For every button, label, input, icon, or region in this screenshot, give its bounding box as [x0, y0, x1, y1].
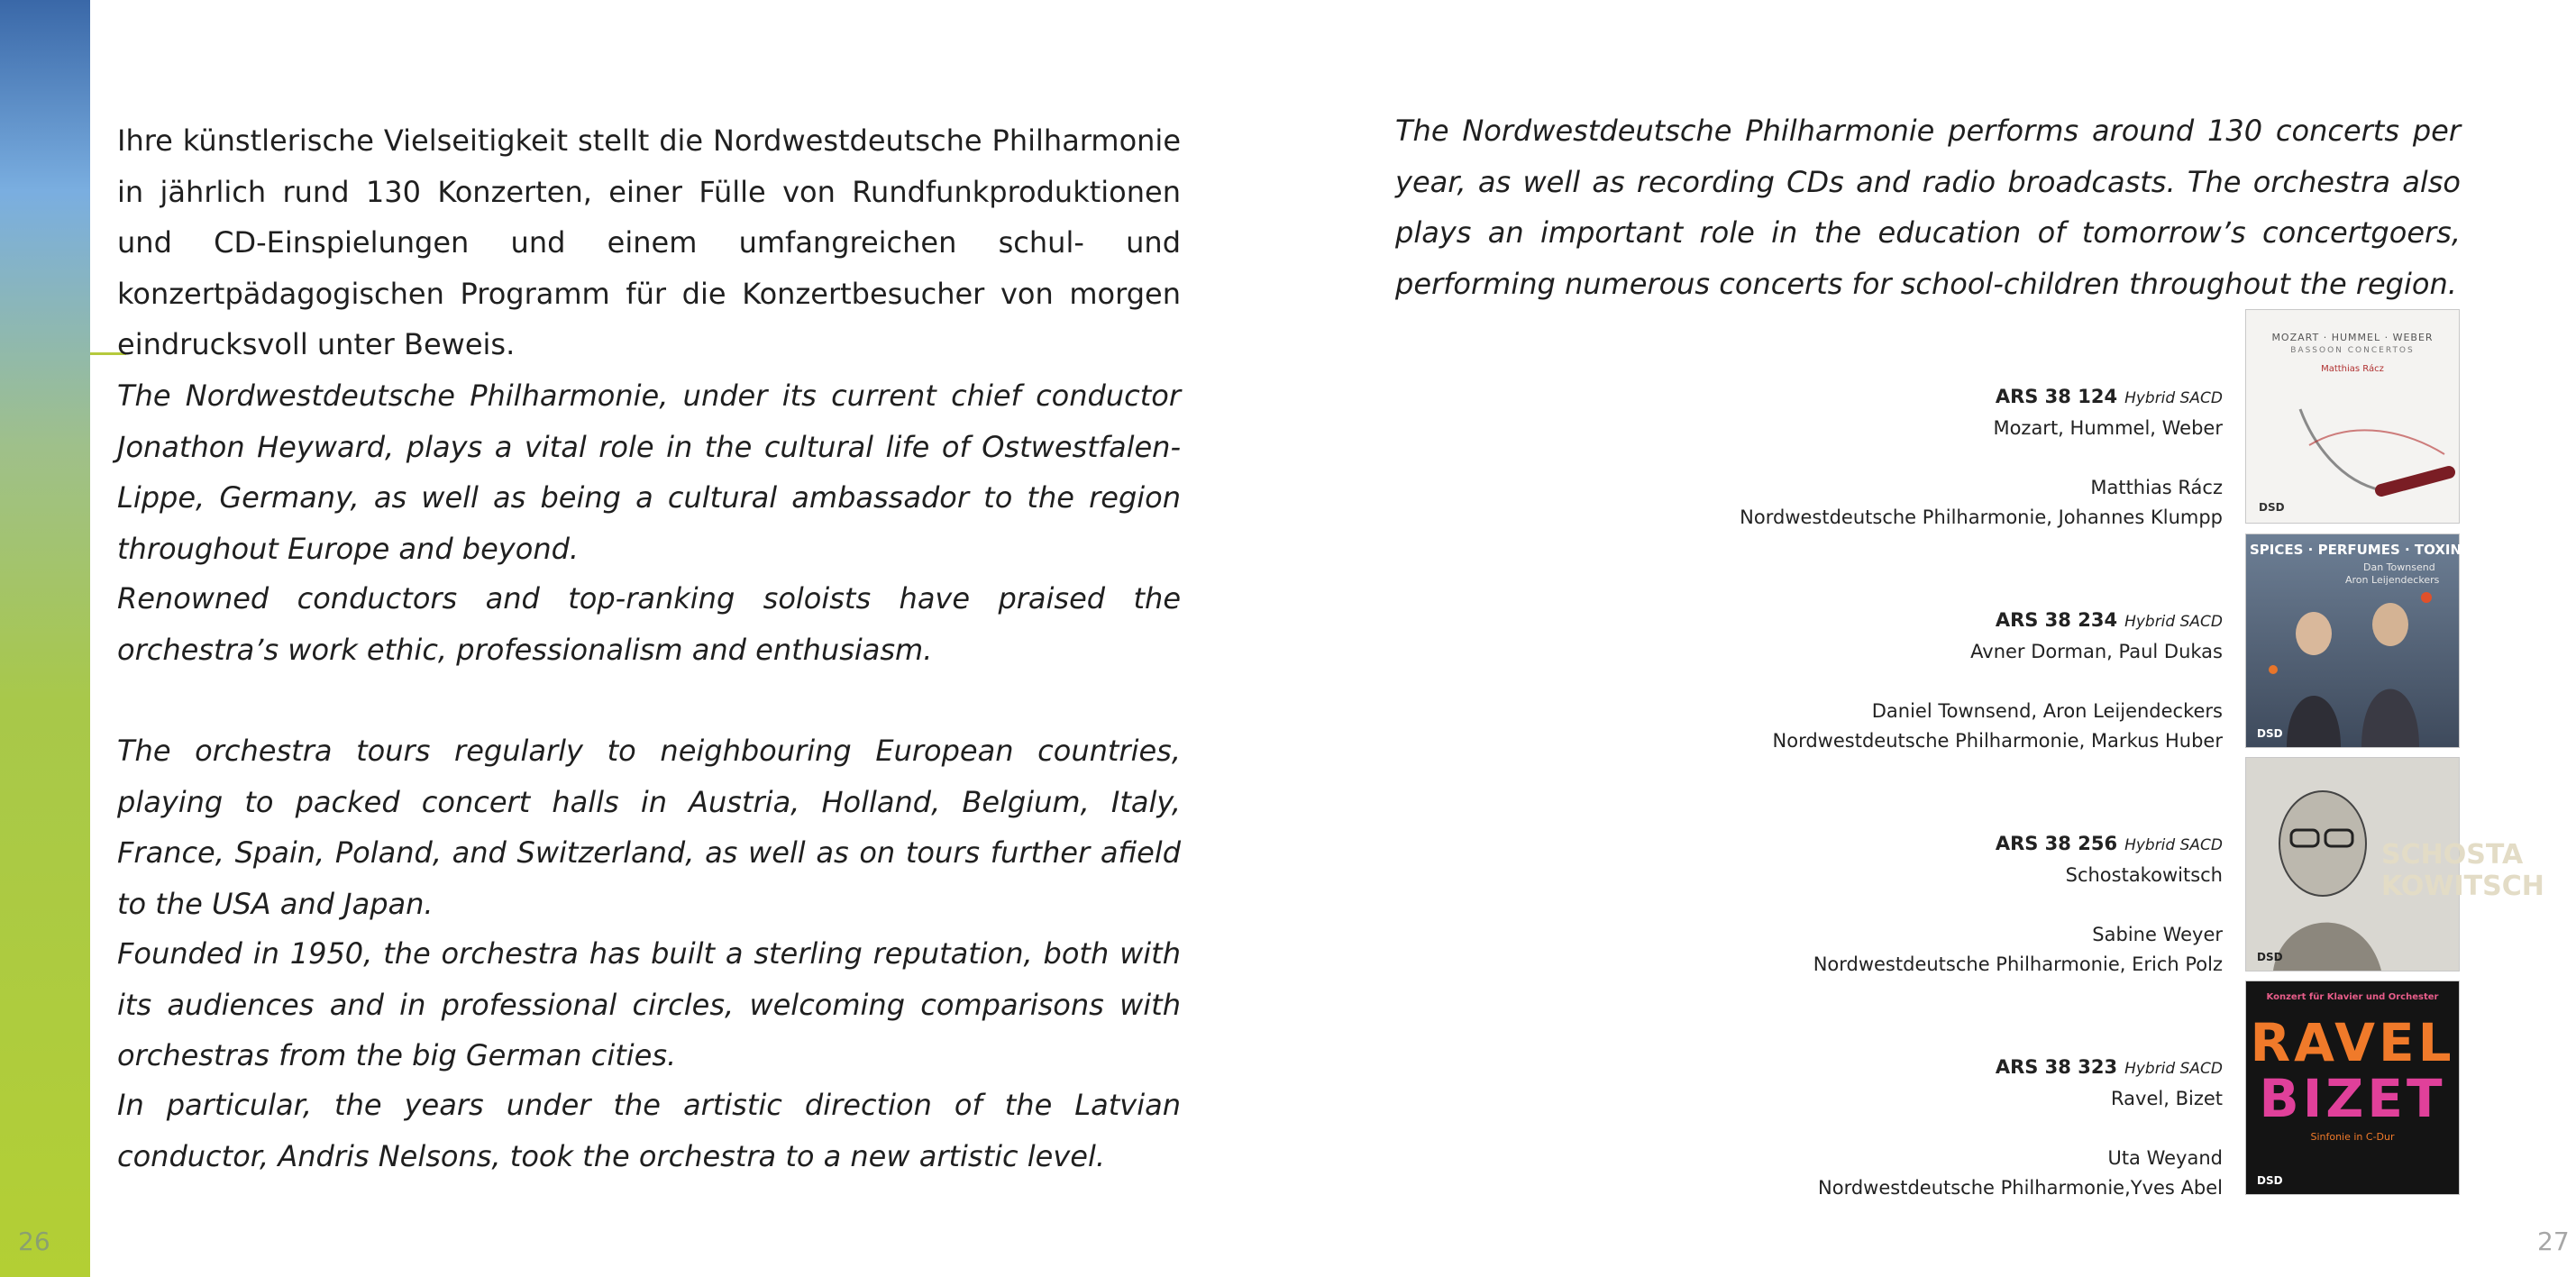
cover-title: KOWITSCH: [2381, 871, 2544, 902]
cover-artist: Matthias Rácz: [2321, 364, 2384, 374]
paragraph-text: In particular, the years under the artistic direction of the Latvian conductor, Andris Nelsons, took the orchestra to a new artistic level.: [117, 1088, 1181, 1173]
cd-cover-4: [2245, 981, 2460, 1195]
cd-ensemble: Nordwestdeutsche Philharmonie,Yves Abel: [1818, 1177, 2223, 1199]
cd-cover-3: [2245, 757, 2544, 971]
cover-title: RAVEL: [2250, 1012, 2455, 1073]
cd-catalog-line: [1718, 1053, 2223, 1084]
cd-format: Hybrid SACD: [2124, 836, 2223, 854]
paragraph-text: Ihre künstlerische Vielseitigkeit stellt die Nordwestdeutsche Philharmonie in jährlich rund 130 Konzerten, einer Fülle von Rundfunkproduktionen und CD-Einspielungen und einem umfangreichen schul- und konzertpädagogischen Programm für die Konzertbesucher von morgen eindrucksvoll unter Beweis.: [117, 123, 1181, 361]
decorative-gradient-bar: [0, 0, 90, 1277]
cd-catalog-number: ARS 38 124: [1995, 386, 2118, 407]
cd-catalog-number: ARS 38 323: [1995, 1056, 2118, 1078]
cover-artist: Dan Townsend: [2363, 561, 2435, 573]
cover-subtitle: Sinfonie in C-Dur: [2310, 1131, 2395, 1143]
bassoon-illustration: [2246, 310, 2459, 523]
cover-title: SCHOSTA: [2381, 839, 2524, 871]
cd-catalog-line: [1718, 382, 2223, 414]
cd-ensemble: Nordwestdeutsche Philharmonie, Erich Polz: [1813, 953, 2223, 975]
paragraph-english-3: [117, 725, 1181, 929]
paragraph-english-2: [117, 573, 1181, 675]
cover-artist: Aron Leijendeckers: [2345, 574, 2440, 586]
cd-ensemble: Nordwestdeutsche Philharmonie, Markus Huber: [1772, 730, 2223, 752]
dsd-logo: DSD: [2257, 951, 2283, 963]
paragraph-text: The orchestra tours regularly to neighbouring European countries, playing to packed concert halls in Austria, Holland, Belgium, Italy, France, Spain, Poland, and Switzerland, as well as on tours further afield to the USA and Japan.: [117, 734, 1181, 921]
intro-paragraph: The Nordwestdeutsche Philharmonie performs around 130 concerts per year, as well as recording CDs and radio broadcasts. The orchestra also plays an important role in the education of tomorrow’s concertgoers, performing numerous concerts for school-children throughout the region.: [1395, 114, 2461, 301]
cover-subtitle: BASSOON CONCERTOS: [2290, 346, 2415, 355]
cd-format: Hybrid SACD: [2124, 389, 2223, 407]
cd-composers: Ravel, Bizet: [2111, 1088, 2223, 1109]
cd-entry-3-text: [1718, 829, 2223, 980]
paragraph-text: The Nordwestdeutsche Philharmonie, under its current chief conductor Jonathon Heyward, plays a vital role in the cultural life of Ostwestfalen-Lippe, Germany, as well as being a cultural ambassador to the region throughout Europe and beyond.: [117, 379, 1181, 566]
dsd-logo: DSD: [2257, 1174, 2283, 1187]
cd-format: Hybrid SACD: [2124, 613, 2223, 631]
dsd-logo: DSD: [2259, 501, 2285, 514]
cd-composers: Schostakowitsch: [2065, 864, 2223, 886]
cd-artists: Uta Weyand: [2107, 1147, 2223, 1169]
cd-catalog-line: [1718, 606, 2223, 637]
cover-title: BIZET: [2259, 1068, 2446, 1129]
paragraph-english-4: [117, 928, 1181, 1081]
cover-title: SPICES · PERFUMES · TOXINS!: [2250, 542, 2478, 558]
cover-title: MOZART · HUMMEL · WEBER: [2271, 332, 2434, 343]
cd-artists: Matthias Rácz: [2090, 477, 2223, 498]
cd-artists: Sabine Weyer: [2092, 924, 2223, 945]
cd-catalog-number: ARS 38 256: [1995, 833, 2118, 854]
dsd-logo: DSD: [2257, 727, 2283, 740]
cd-composers: Avner Dorman, Paul Dukas: [1970, 641, 2223, 662]
cd-ensemble: Nordwestdeutsche Philharmonie, Johannes Klumpp: [1740, 506, 2223, 528]
cd-cover-2: [2245, 534, 2478, 748]
page-number-left: 26: [18, 1227, 50, 1256]
cd-entry-4-text: [1718, 1053, 2223, 1203]
cd-entry-2-text: [1718, 606, 2223, 756]
paragraph-text: Founded in 1950, the orchestra has built a sterling reputation, both with its audiences and in professional circles, welcoming comparisons with orchestras from the big German cities.: [117, 936, 1181, 1072]
cd-cover-1: [2245, 309, 2460, 524]
cd-catalog-number: ARS 38 234: [1995, 609, 2118, 631]
cd-format: Hybrid SACD: [2124, 1060, 2223, 1078]
cd-composers: Mozart, Hummel, Weber: [1993, 417, 2223, 439]
musicians-photo: [2246, 534, 2459, 747]
cd-artists: Daniel Townsend, Aron Leijendeckers: [1871, 700, 2223, 722]
paragraph-text: Renowned conductors and top-ranking soloists have praised the orchestra’s work ethic, professionalism and enthusiasm.: [117, 581, 1181, 667]
paragraph-english-1: [117, 370, 1181, 574]
cd-catalog-line: [1718, 829, 2223, 861]
cover-subtitle: Konzert für Klavier und Orchester: [2266, 992, 2439, 1002]
paragraph-german: [117, 115, 1181, 370]
paragraph-english-5: [117, 1080, 1181, 1181]
page-number-right: 27: [2537, 1227, 2570, 1256]
cd-entry-1-text: [1718, 382, 2223, 533]
